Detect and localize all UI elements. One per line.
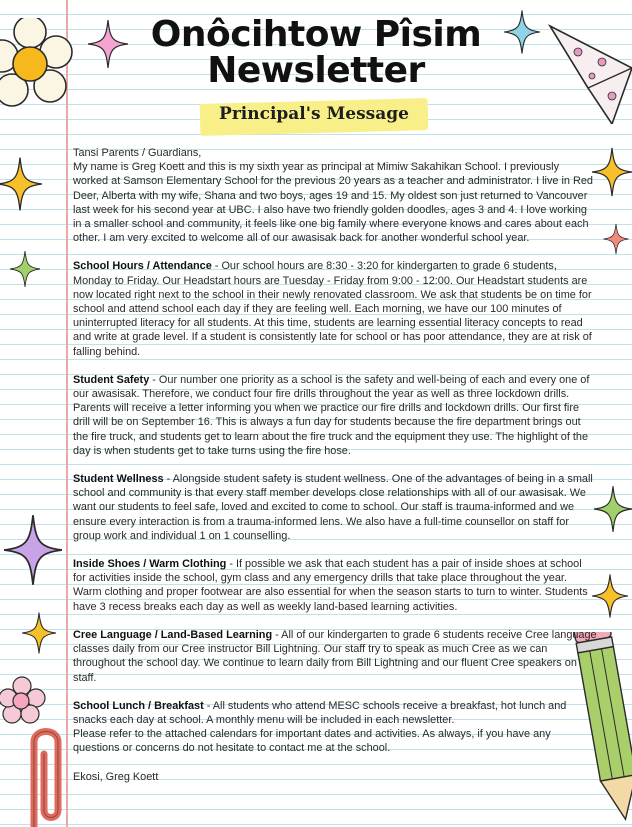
section-banner-title: Principal's Message	[219, 104, 409, 124]
section-paragraph	[73, 557, 597, 614]
section-text: - If possible we ask that each student has a pair of inside shoes at school for activities inside the school, gym class and any emergency drills that take place throughout the year. Warm clothing and proper footwear are also essential for when the season starts to turn to winter. Students have 3 recess breaks each day as well as weekly land-based learning activities.	[73, 558, 588, 613]
greeting: Tansi Parents / Guardians,	[73, 147, 202, 159]
section-paragraph	[73, 259, 597, 358]
section-heading: Student Safety	[73, 373, 150, 386]
section-paragraph	[73, 699, 597, 756]
letter-body	[73, 146, 597, 798]
section-heading: School Hours / Attendance	[73, 260, 212, 273]
newsletter-title-line1: Onôcihtow Pîsim	[150, 14, 482, 55]
section-text: - All students who attend MESC schools receive a breakfast, hot lunch and snacks each day at school. A monthly menu will be included in each newsletter.	[73, 699, 567, 726]
section-heading: Inside Shoes / Warm Clothing	[73, 558, 227, 571]
section-heading: Cree Language / Land-Based Learning	[73, 628, 273, 641]
sparkle-icon	[4, 514, 62, 586]
notebook-margin-line	[66, 0, 68, 827]
sparkle-icon	[592, 574, 628, 618]
sparkle-icon	[10, 250, 40, 288]
section-heading: Student Wellness	[73, 473, 164, 486]
section-heading: School Lunch / Breakfast	[73, 699, 204, 712]
intro-paragraph: My name is Greg Koett and this is my sixth year as principal at Mimiw Sakahikan School. I previously worked at Samson Elementary School for the previous 20 years as a teacher and administrator. I live in Red Deer, Alberta with my wife, Shana and two boys, ages 19 and 15. My oldest son just returned to Vancouver last week for his second year at UBC. I also have two friendly golden doodles, ages 3 and 4. I love working in a smaller school and community, it feels like one big family where everyone knows and cares about each other. I am very excited to welcome all of our awasisak back for another wonderful school year.	[73, 161, 593, 245]
sparkle-icon	[0, 156, 42, 212]
section-text: - All of our kindergarten to grade 6 students receive Cree language classes daily from our Cree instructor Bill Lightning. Our staff try to speak as much Cree as we can throughout the school day. We continue to learn daily from Bill Lightning and our fluent Cree speakers on staff.	[73, 628, 597, 684]
sparkle-icon	[594, 478, 632, 540]
closing-note: Please refer to the attached calendars for important dates and activities. As always, if you have any questions or concerns do not hesitate to contact me at the school.	[73, 728, 551, 755]
letter-opening	[73, 146, 597, 245]
section-paragraph	[73, 373, 597, 458]
flower-icon	[0, 676, 46, 726]
sparkle-icon	[22, 612, 56, 654]
section-text: - Our school hours are 8:30 - 3:20 for kindergarten to grade 6 students, Monday to Friday. Our Headstart hours are Tuesday - Friday from 9:00 - 12:00. Our Headstart students are now located right next to the school in their newly renovated classroom. We ask that students be on time for school and attend school each day if they are feeling well. Each morning, we have our 100 minutes of uninterrupted literacy for all students. At this time, students are learning essential literacy concepts to read and write at grade level. If a student is consistently late for school or has poor attendance, they are at risk of falling behind.	[73, 260, 592, 358]
section-text: - Alongside student safety is student wellness. One of the advantages of being in a small school and community is that every staff member develops close relationships with all of our awasisak. We want our students to feel safe, loved and excited to come to school. Our staff is trauma-informed and we ensure every interaction is from a trauma-informed lens. We also have a full-time counsellor on staff for group work and individual 1 on 1 counselling.	[73, 473, 593, 542]
section-paragraph	[73, 472, 597, 543]
signoff: Ekosi, Greg Koett	[73, 770, 159, 783]
sparkle-icon	[592, 144, 632, 200]
paperclip-icon	[14, 720, 72, 827]
newsletter-title-line2: Newsletter	[207, 50, 425, 91]
sparkle-icon	[602, 224, 630, 254]
section-paragraph	[73, 628, 597, 685]
section-text: - Our number one priority as a school is the safety and well-being of each and every one of our awasisak. Therefore, we conduct four fire drills throughout the year as well as three lockdown drills. Parents will receive a letter informing you when we practice our fire drills and lockdown drills. Our first fire drill will be on September 16. This is always a fun day for students because the fire department brings out the fire truck, and students get to learn about the fire truck and the equipment they use. The highlight of the day is when students get to take turns using the fire hose.	[73, 373, 590, 457]
